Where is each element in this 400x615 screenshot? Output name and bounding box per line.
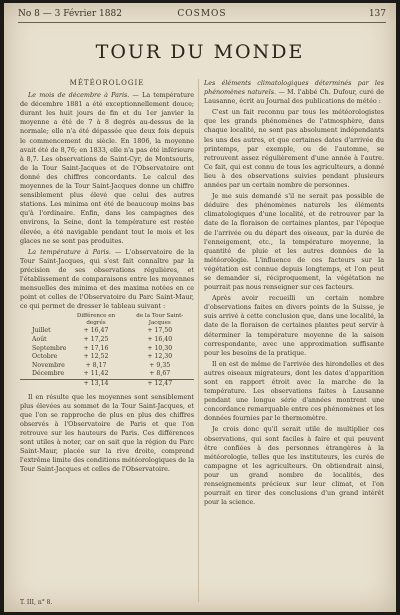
table-cell: + 8,67 xyxy=(149,370,171,378)
paragraph: Je me suis demandé s'il ne serait pas possible de déduire des phénomènes naturels les éléments climatologiques d'une localité, et de retrouver par la date de la floraison de certaines plantes, par l'époque de l'arrivée ou du départ des oiseaux, par la durée de l'enneigement, etc., la température moyenne, la quantité de pluie et les autres données de la météorologie. L'influence de ces facteurs sur la végétation est connue depuis longtemps, et l'on peut se demander si, réciproquement, la végétation ne pourrait pas nous renseigner sur ces facteurs. xyxy=(204,192,384,292)
run-in-heading: Les éléments climatologiques déterminés par les phénomènes naturels. xyxy=(204,79,384,97)
table-cell: + 12,30 xyxy=(147,353,173,361)
left-column xyxy=(20,79,194,604)
byline: — M. l'abbé Ch. Dufour, curé de Lausanne, écrit au Journal des publications de météo : xyxy=(204,88,384,106)
table-row xyxy=(20,370,194,379)
volume-footnote: T. III, n° 8. xyxy=(20,599,53,606)
section-heading: MÉTÉOROLOGIE xyxy=(69,79,145,87)
table-row xyxy=(20,327,194,336)
table-cell: + 16,40 xyxy=(147,335,173,343)
paragraph-december xyxy=(20,91,194,246)
paragraph-text: — L'observatoire de la Tour Saint-Jacques, qui s'est fait connaître par la précision de ses observations régulières, et l'établissement de comparaisons entre les moyennes mensuelles des minima et des maxima notées en ce point et celles de l'Observatoire du Parc Saint-Maur, ce qui permet de dresser le tableau suivant : xyxy=(20,247,194,311)
table-cell: Septembre xyxy=(32,344,67,352)
paragraph: C'est un fait reconnu par tous les météorologistes que les grands phénomènes de l'atmosphère, dans chaque localité, ne sont pas absolument indépendants les uns des autres, et que certaines dates d'arrivée du printemps, par exemple, ou de l'automne, se retrouvent assez régulièrement d'une année à l'autre. Ce fait, qui est connu de tous les agriculteurs, a donné lieu à des observations suivies pendant plusieurs années par un certain nombre de personnes. xyxy=(204,108,384,190)
table-row xyxy=(20,353,194,362)
table-row xyxy=(20,362,194,371)
table-cell: + 12,47 xyxy=(126,379,195,388)
newspaper-page xyxy=(4,3,396,612)
table-cell: + 13,14 xyxy=(66,379,125,388)
paragraph: Je crois donc qu'il serait utile de multiplier ces observations, qui sont faciles à faire et qui peuvent être confiées à des personnes étrangères à la météorologie, telles que les instituteurs, les curés de campagne et les agriculteurs. On obtiendrait ainsi, pour un grand nombre de localités, des renseignements précieux sur leur climat, et l'on pourrait en tirer des conclusions d'un grand intérêt pour la science. xyxy=(204,425,384,507)
table-cell: + 16,47 xyxy=(83,327,109,335)
table-cell: Octobre xyxy=(32,353,58,361)
page-title: TOUR DU MONDE xyxy=(95,41,305,63)
temperature-table xyxy=(20,313,194,388)
issue-info: No 8 — 3 Février 1882 xyxy=(18,9,122,19)
run-in-heading: Le mois de décembre à Paris. xyxy=(28,91,130,100)
table-cell: + 11,42 xyxy=(83,370,109,378)
running-head xyxy=(18,9,386,23)
table-cell: Novembre xyxy=(32,361,65,369)
article-heading xyxy=(204,79,384,106)
table-cell: + 12,52 xyxy=(83,353,109,361)
table-row xyxy=(20,336,194,345)
table-cell: + 8,17 xyxy=(85,361,107,369)
table-cell: Juillet xyxy=(32,327,51,335)
column-divider xyxy=(198,79,199,602)
table-cell: + 10,30 xyxy=(147,344,173,352)
table-cell xyxy=(20,379,66,388)
run-in-heading: La température à Paris. xyxy=(28,247,111,256)
journal-name: COSMOS xyxy=(177,9,227,19)
table-cell: Décembre xyxy=(32,370,65,378)
paragraph: Il en est de même de l'arrivée des hirondelles et des autres oiseaux migrateurs, dont les dates d'apparition sont en rapport étroit avec la marche de la température. Les observations faites à Lausanne pendant une longue série d'années montrent une concordance remarquable entre ces phénomènes et les données fournies par le thermomètre. xyxy=(204,359,384,423)
header-rule xyxy=(18,22,386,23)
table-cell: + 17,50 xyxy=(147,327,173,335)
table-sum-row xyxy=(20,379,194,388)
page-number: 137 xyxy=(368,9,386,19)
paragraph-conclusion: Il en résulte que les moyennes sont sensiblement plus élevées au sommet de la Tour Saint-Jacques, et que l'on se rapproche de plus en plus des chiffres observés à l'Observatoire de Paris et que l'on retrouve sur les hauteurs de Paris. Ces différences sont utiles à noter, car on sait que la région du Parc Saint-Maur, placée sur la rive droite, comprend l'extrême limite des conditions météorologiques de la Tour Saint-Jacques et celles de l'Observatoire. xyxy=(20,392,194,474)
right-column xyxy=(204,79,384,604)
table-header-row xyxy=(20,313,194,327)
paragraph: Après avoir recueilli un certain nombre d'observations faites en divers points de la Suisse, je suis arrivé à cette conclusion que, dans une localité, la date de la floraison de certaines plantes peut servir à déterminer la température moyenne de la saison correspondante, avec une approximation suffisante pour les besoins de la pratique. xyxy=(204,294,384,357)
table-header: Différence en degrés xyxy=(76,313,116,327)
table-cell: + 17,16 xyxy=(83,344,109,352)
table-row xyxy=(20,345,194,354)
table-cell: Août xyxy=(32,335,47,343)
table-cell: + 17,25 xyxy=(83,335,109,343)
table-cell: + 9,35 xyxy=(149,361,171,369)
paragraph-text: — La température de décembre 1881 a été exceptionnellement douce; durant les huit jours de fin et du 1er janvier la moyenne a été de 7 à 8 degrés au-dessus de la normale; elle n'a été dépassée que deux fois depuis le commencement du siècle. En 1806, la moyenne avait été de 8,76; en 1833, elle n'a pas été inférieure à 8,7. Les observations de Saint-Cyr, de Montsouris, de la Tour Saint-Jacques et de l'Observatoire ont donné des chiffres concordants. Le calcul des moyennes de la Tour Saint-Jacques donne un chiffre sensiblement plus élevé que celui des autres stations. Les minima ont été de beaucoup moins bas qu'à l'ordinaire. Enfin, dans les campagnes des environs, la Seine, dont la température est restée élevée, a été navigable pendant tout le mois et les glaces ne se sont pas produites. xyxy=(20,91,194,245)
paragraph-temperature xyxy=(20,248,194,312)
table-header: de la Tour Saint-Jacques xyxy=(136,313,184,327)
